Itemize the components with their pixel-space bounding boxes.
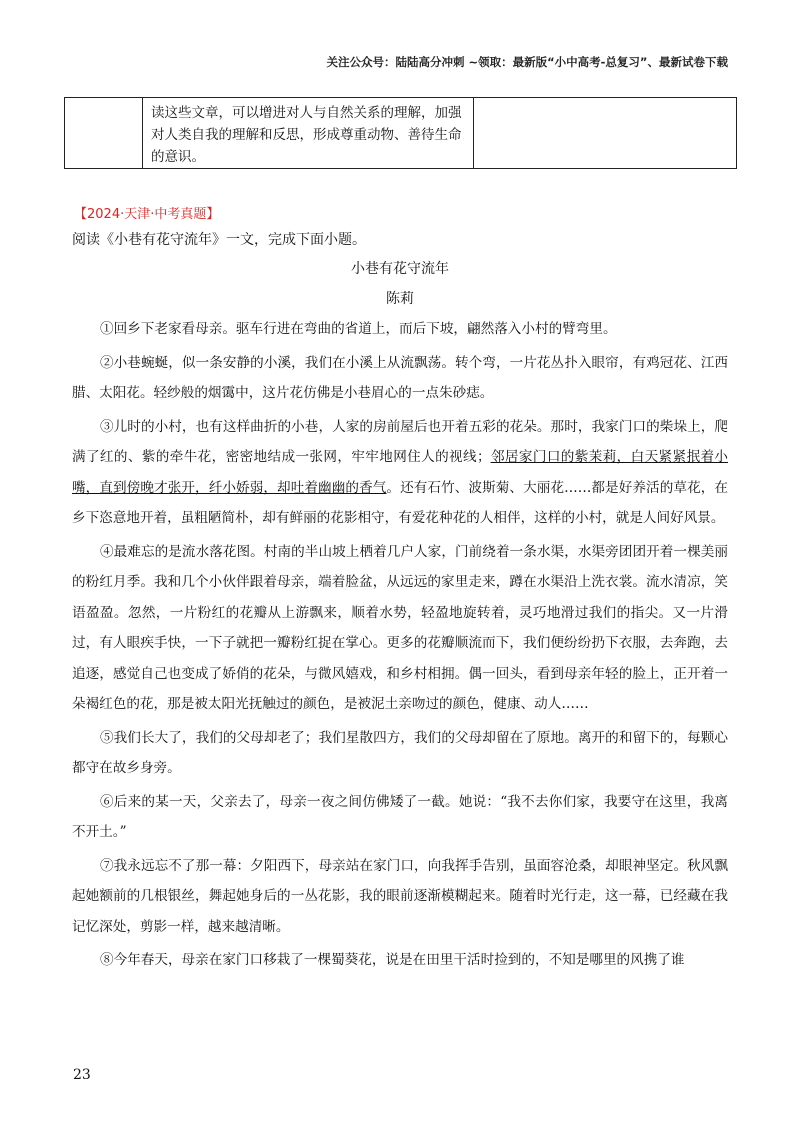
- paragraph-4: ④最难忘的是流水落花图。村南的半山坡上栖着几户人家，门前绕着一条水渠，水渠旁团团开着一棵美丽的粉红月季。我和几个小伙伴跟着母亲，端着脸盆，从远远的家里走来，蹲在水渠沿上洗衣裳。流水清凉，笑语盈盈。忽然，一片粉红的花瓣从上游飘来，顺着水势，轻盈地旋转着，灵巧地滑过我们的指尖。又一片滑过，有人眼疾手快，一下子就把一瓣粉红捉在掌心。更多的花瓣顺流而下，我们便纷纷扔下衣服，去奔跑，去追逐，感觉自己也变成了娇俏的花朵，与微风嬉戏，和乡村相拥。偶一回头，看到母亲年轻的脸上，正开着一朵褐红色的花，那是被太阳光抚触过的颜色，是被泥土亲吻过的颜色，健康、动人……: [72, 543, 728, 712]
- paragraph-3: [72, 412, 728, 534]
- paragraph-6: ⑥后来的某一天，父亲去了，母亲一夜之间仿佛矮了一截。她说：“我不去你们家，我要守在这里，我离不开土。”: [72, 793, 728, 840]
- page-number: 23: [73, 1067, 91, 1083]
- source-tag: 【2024·天津·中考真题】: [74, 207, 220, 222]
- article-body: [72, 314, 728, 979]
- instruction: 阅读《小巷有花守流年》一文，完成下面小题。: [72, 232, 366, 248]
- table-cell-middle: [143, 98, 474, 169]
- article-author: 陈莉: [386, 291, 414, 307]
- answer-table: [64, 97, 737, 169]
- article-title: 小巷有花守流年: [351, 261, 449, 277]
- table-cell-text: 读这些文章，可以增进对人与自然关系的理解，加强对人类自我的理解和反思，形成尊重动物、善待生命的意识。: [151, 105, 462, 165]
- underlined-sentence: 邻居家门口的紫茉莉，白天紧紧抿着小嘴，直到傍晚才张开，纤小娇弱，却吐着幽幽的香气: [72, 449, 729, 496]
- paragraph-5: ⑤我们长大了，我们的父母却老了；我们星散四方，我们的父母却留在了原地。离开的和留下的，每颗心都守在故乡身旁。: [72, 729, 728, 776]
- paragraph-2: ②小巷蜿蜒，似一条安静的小溪，我们在小溪上从流飘荡。转个弯，一片花丛扑入眼帘，有鸡冠花、江西腊、太阳花。轻纱般的烟霭中，这片花仿佛是小巷眉心的一点朱砂痣。: [72, 354, 728, 401]
- paragraph-7: ⑦我永远忘不了那一幕：夕阳西下，母亲站在家门口，向我挥手告别，虽面容沧桑，却眼神坚定。秋风飘起她额前的几根银丝，舞起她身后的一丛花影，我的眼前逐渐模糊起来。随着时光行走，这一幕，已经藏在我记忆深处，剪影一样，越来越清晰。: [72, 857, 728, 935]
- paragraph-3-text-b: 。还有石竹、波斯菊、大丽花……都是好养活的草花，在乡下恣意地开着，虽粗陋简朴，却有鲜丽的花影相守，有爱花种花的人相伴，这样的小村，就是人间好风景。: [72, 479, 728, 526]
- paragraph-8: ⑧今年春天，母亲在家门口移栽了一棵蜀葵花，说是在田里干活时捡到的，不知是哪里的风携了谁: [100, 952, 685, 968]
- table-row: [65, 98, 737, 169]
- table-cell-left: [65, 98, 143, 169]
- page-header: 关注公众号：陆陆高分冲刺 ~领取：最新版“小中高考-总复习”、最新试卷下载: [326, 55, 728, 69]
- table-cell-right: [474, 98, 737, 169]
- paragraph-1: ①回乡下老家看母亲。驱车行进在弯曲的省道上，而后下坡，翩然落入小村的臂弯里。: [100, 321, 617, 337]
- paragraph-3-text-a: ③儿时的小村，也有这样曲折的小巷，人家的房前屋后也开着五彩的花朵。那时，我家门口的柴垛上，爬满了红的、紫的牵牛花，密密地结成一张网，牢牢地网住人的视线；: [72, 418, 728, 465]
